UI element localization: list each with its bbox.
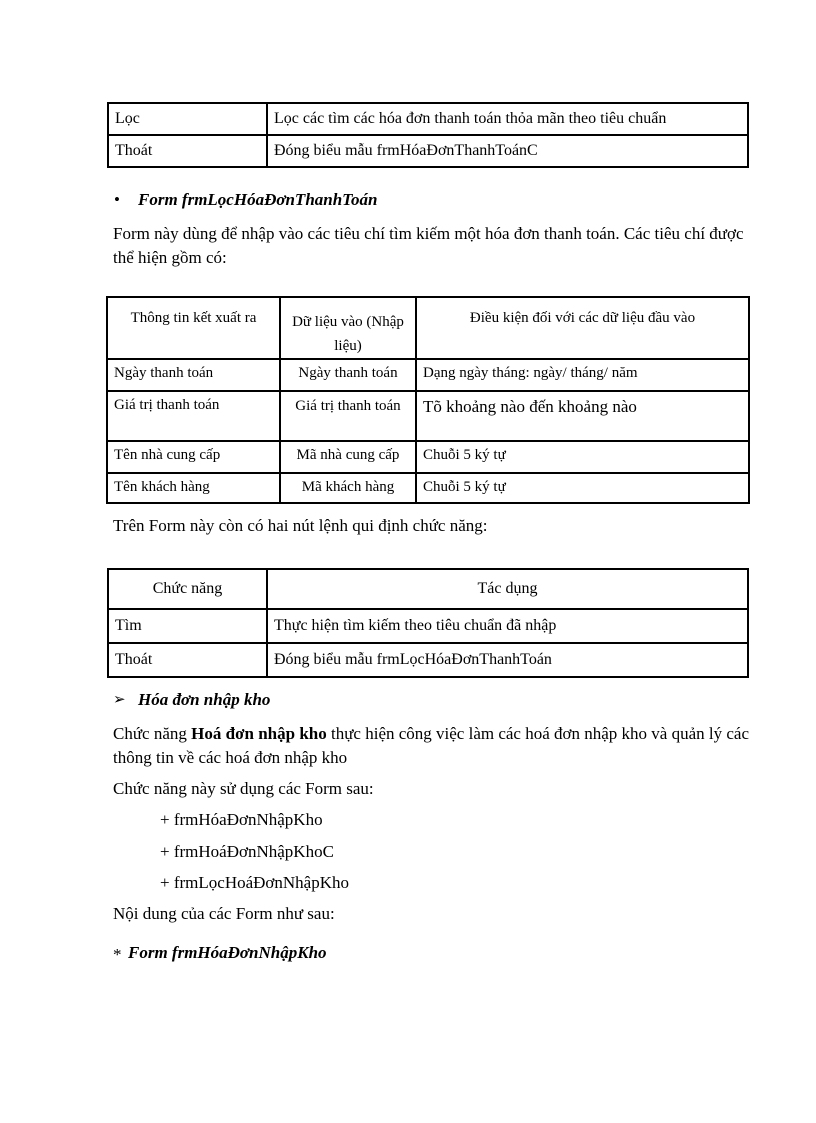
forms-intro: Chức năng này sử dụng các Form sau: [113,779,374,798]
table-cell: Chuỗi 5 ký tự [416,441,749,473]
table-cell: Tên nhà cung cấp [107,441,280,473]
table-cell: Đóng biểu mẫu frmHóaĐơnThanhToánC [267,135,748,167]
criteria-table [106,296,750,504]
section-paragraph [113,722,749,770]
content-intro: Nội dung của các Form như sau: [113,904,335,923]
form-list-item: + frmHoáĐơnNhậpKhoC [160,842,334,861]
buttons-intro: Trên Form này còn có hai nút lệnh qui định chức năng: [113,516,488,535]
table-cell: Mã nhà cung cấp [280,441,416,473]
paragraph-text: Chức năng [113,724,192,743]
paragraph-text: thực hiện công việc làm các hoá đơn nhập kho và quản lý các thông tin về các hoá đơn nhập kho [113,724,750,767]
table-cell: Giá trị thanh toán [280,391,416,441]
section-heading: Form frmLọcHóaĐơnThanhToán [138,190,378,209]
table-cell: Đóng biểu mẫu frmLọcHóaĐơnThanhToán [267,643,748,677]
table-cell: Giá trị thanh toán [107,391,280,441]
table-cell: Thoát [108,135,267,167]
table-cell: Lọc các tìm các hóa đơn thanh toán thỏa mãn theo tiêu chuẩn [267,103,748,135]
table-cell: Mã khách hàng [280,473,416,503]
table-row [108,135,748,167]
table-row [107,391,749,441]
table-header-row [108,569,748,609]
arrow-bullet-icon: ➢ [113,690,126,708]
column-header: Chức năng [108,569,267,609]
table-row [108,103,748,135]
table-cell: Ngày thanh toán [107,359,280,391]
form-list-item: + frmHóaĐơnNhậpKho [160,810,323,829]
bullet-icon: • [114,190,120,209]
table-header-row [107,297,749,359]
table-row [107,359,749,391]
column-header: Tác dụng [267,569,748,609]
table-row [108,643,748,677]
table-cell: Ngày thanh toán [280,359,416,391]
table-cell: Lọc [108,103,267,135]
table-row [108,609,748,643]
form-list-item: + frmLọcHoáĐơnNhậpKho [160,873,350,892]
intro-paragraph: Form này dùng để nhập vào các tiêu chí tìm kiếm một hóa đơn thanh toán. Các tiêu chí được thể hiện gồm có: [113,224,744,267]
table-cell: Thoát [108,643,267,677]
table-cell: Tìm [108,609,267,643]
column-header: Dữ liệu vào (Nhập liệu) [280,297,416,359]
table-cell: Dạng ngày tháng: ngày/ tháng/ năm [416,359,749,391]
table-cell: Thực hiện tìm kiếm theo tiêu chuẩn đã nhập [267,609,748,643]
actions-table-1 [107,102,749,168]
actions-table-2 [107,568,749,678]
paragraph-bold-text: Hoá đơn nhập kho [191,724,327,743]
table-cell: Chuỗi 5 ký tự [416,473,749,503]
table-cell: Tên khách hàng [107,473,280,503]
table-cell: Tõ khoảng nào đến khoảng nào [416,391,749,441]
table-row [107,441,749,473]
sub-heading: Form frmHóaĐơnNhậpKho [128,943,327,962]
table-row [107,473,749,503]
section-heading: Hóa đơn nhập kho [138,690,271,709]
column-header: Điều kiện đối với các dữ liệu đầu vào [416,297,749,359]
column-header: Thông tin kết xuất ra [107,297,280,359]
star-marker: * [113,945,122,964]
